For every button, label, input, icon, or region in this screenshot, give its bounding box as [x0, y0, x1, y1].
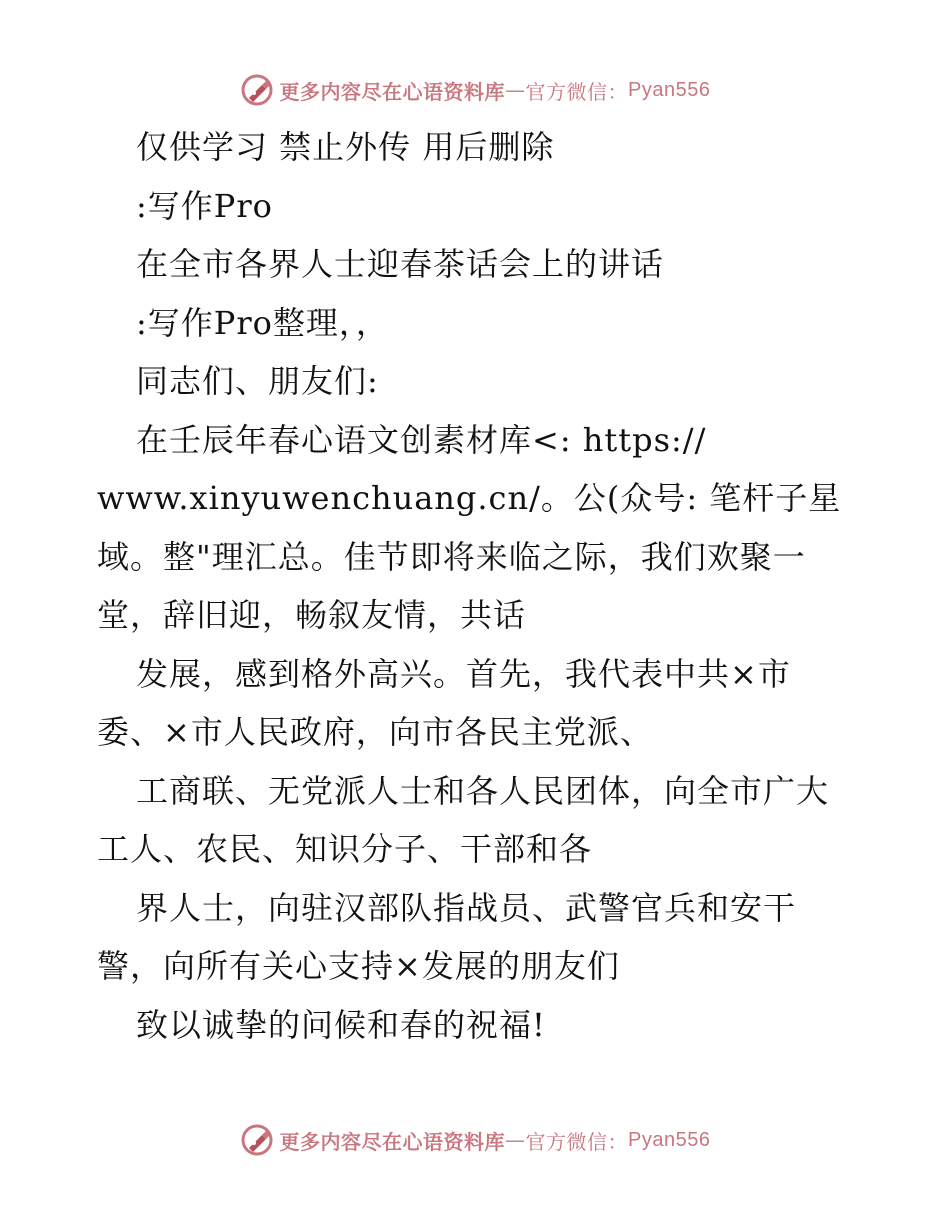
header-banner	[0, 70, 950, 110]
paragraph-line: 委、×市人民政府，向市各民主党派、	[97, 713, 653, 751]
banner-wechat-id: Pyan556	[628, 78, 711, 101]
paragraph-line: 警，向所有关心支持×发展的朋友们	[97, 947, 620, 985]
paragraph-line: 发展，感到格外高兴。首先，我代表中共×市	[136, 654, 791, 693]
paragraph-line: 致以诚挚的问候和春的祝福!	[136, 1005, 546, 1044]
banner-dash: —	[505, 78, 526, 102]
paragraph-line: 域。整"理汇总。佳节即将来临之际，我们欢聚一	[97, 537, 806, 576]
paragraph-line: 在壬辰年春心语文创素材库<: https://	[136, 420, 707, 459]
notice-line: 仅供学习 禁止外传 用后删除	[136, 128, 555, 166]
document-title: 在全市各界人士迎春茶话会上的讲话	[136, 245, 665, 283]
paragraph-line: 界人士，向驻汉部队指战员、武警官兵和安干	[136, 888, 797, 927]
paragraph-line: 工人、农民、知识分子、干部和各	[97, 830, 593, 868]
paragraph-line: www.xinyuwenchuang.cn/。公(众号: 笔杆子星	[97, 479, 842, 517]
paragraph-line: 堂，辞旧迎，畅叙友情，共话	[97, 596, 527, 634]
footer-banner	[0, 1120, 950, 1160]
paragraph-line: 工商联、无党派人士和各人民团体，向全市广大	[136, 771, 830, 810]
pen-nib-logo-icon	[240, 73, 274, 107]
banner-wechat-id: Pyan556	[628, 1128, 711, 1151]
banner-main-text: 更多内容尽在心语资料库	[279, 1129, 506, 1154]
source-line: :写作Pro	[136, 186, 273, 225]
document-body	[97, 118, 877, 1054]
banner-dash: —	[505, 1128, 526, 1152]
salutation: 同志们、朋友们:	[136, 362, 379, 400]
pen-nib-logo-icon	[240, 1123, 274, 1157]
banner-main-text: 更多内容尽在心语资料库	[279, 79, 506, 104]
banner-wechat-label: 官方微信：	[525, 79, 629, 104]
banner-wechat-label: 官方微信：	[525, 1129, 629, 1154]
editor-line: :写作Pro整理，，	[136, 303, 389, 342]
